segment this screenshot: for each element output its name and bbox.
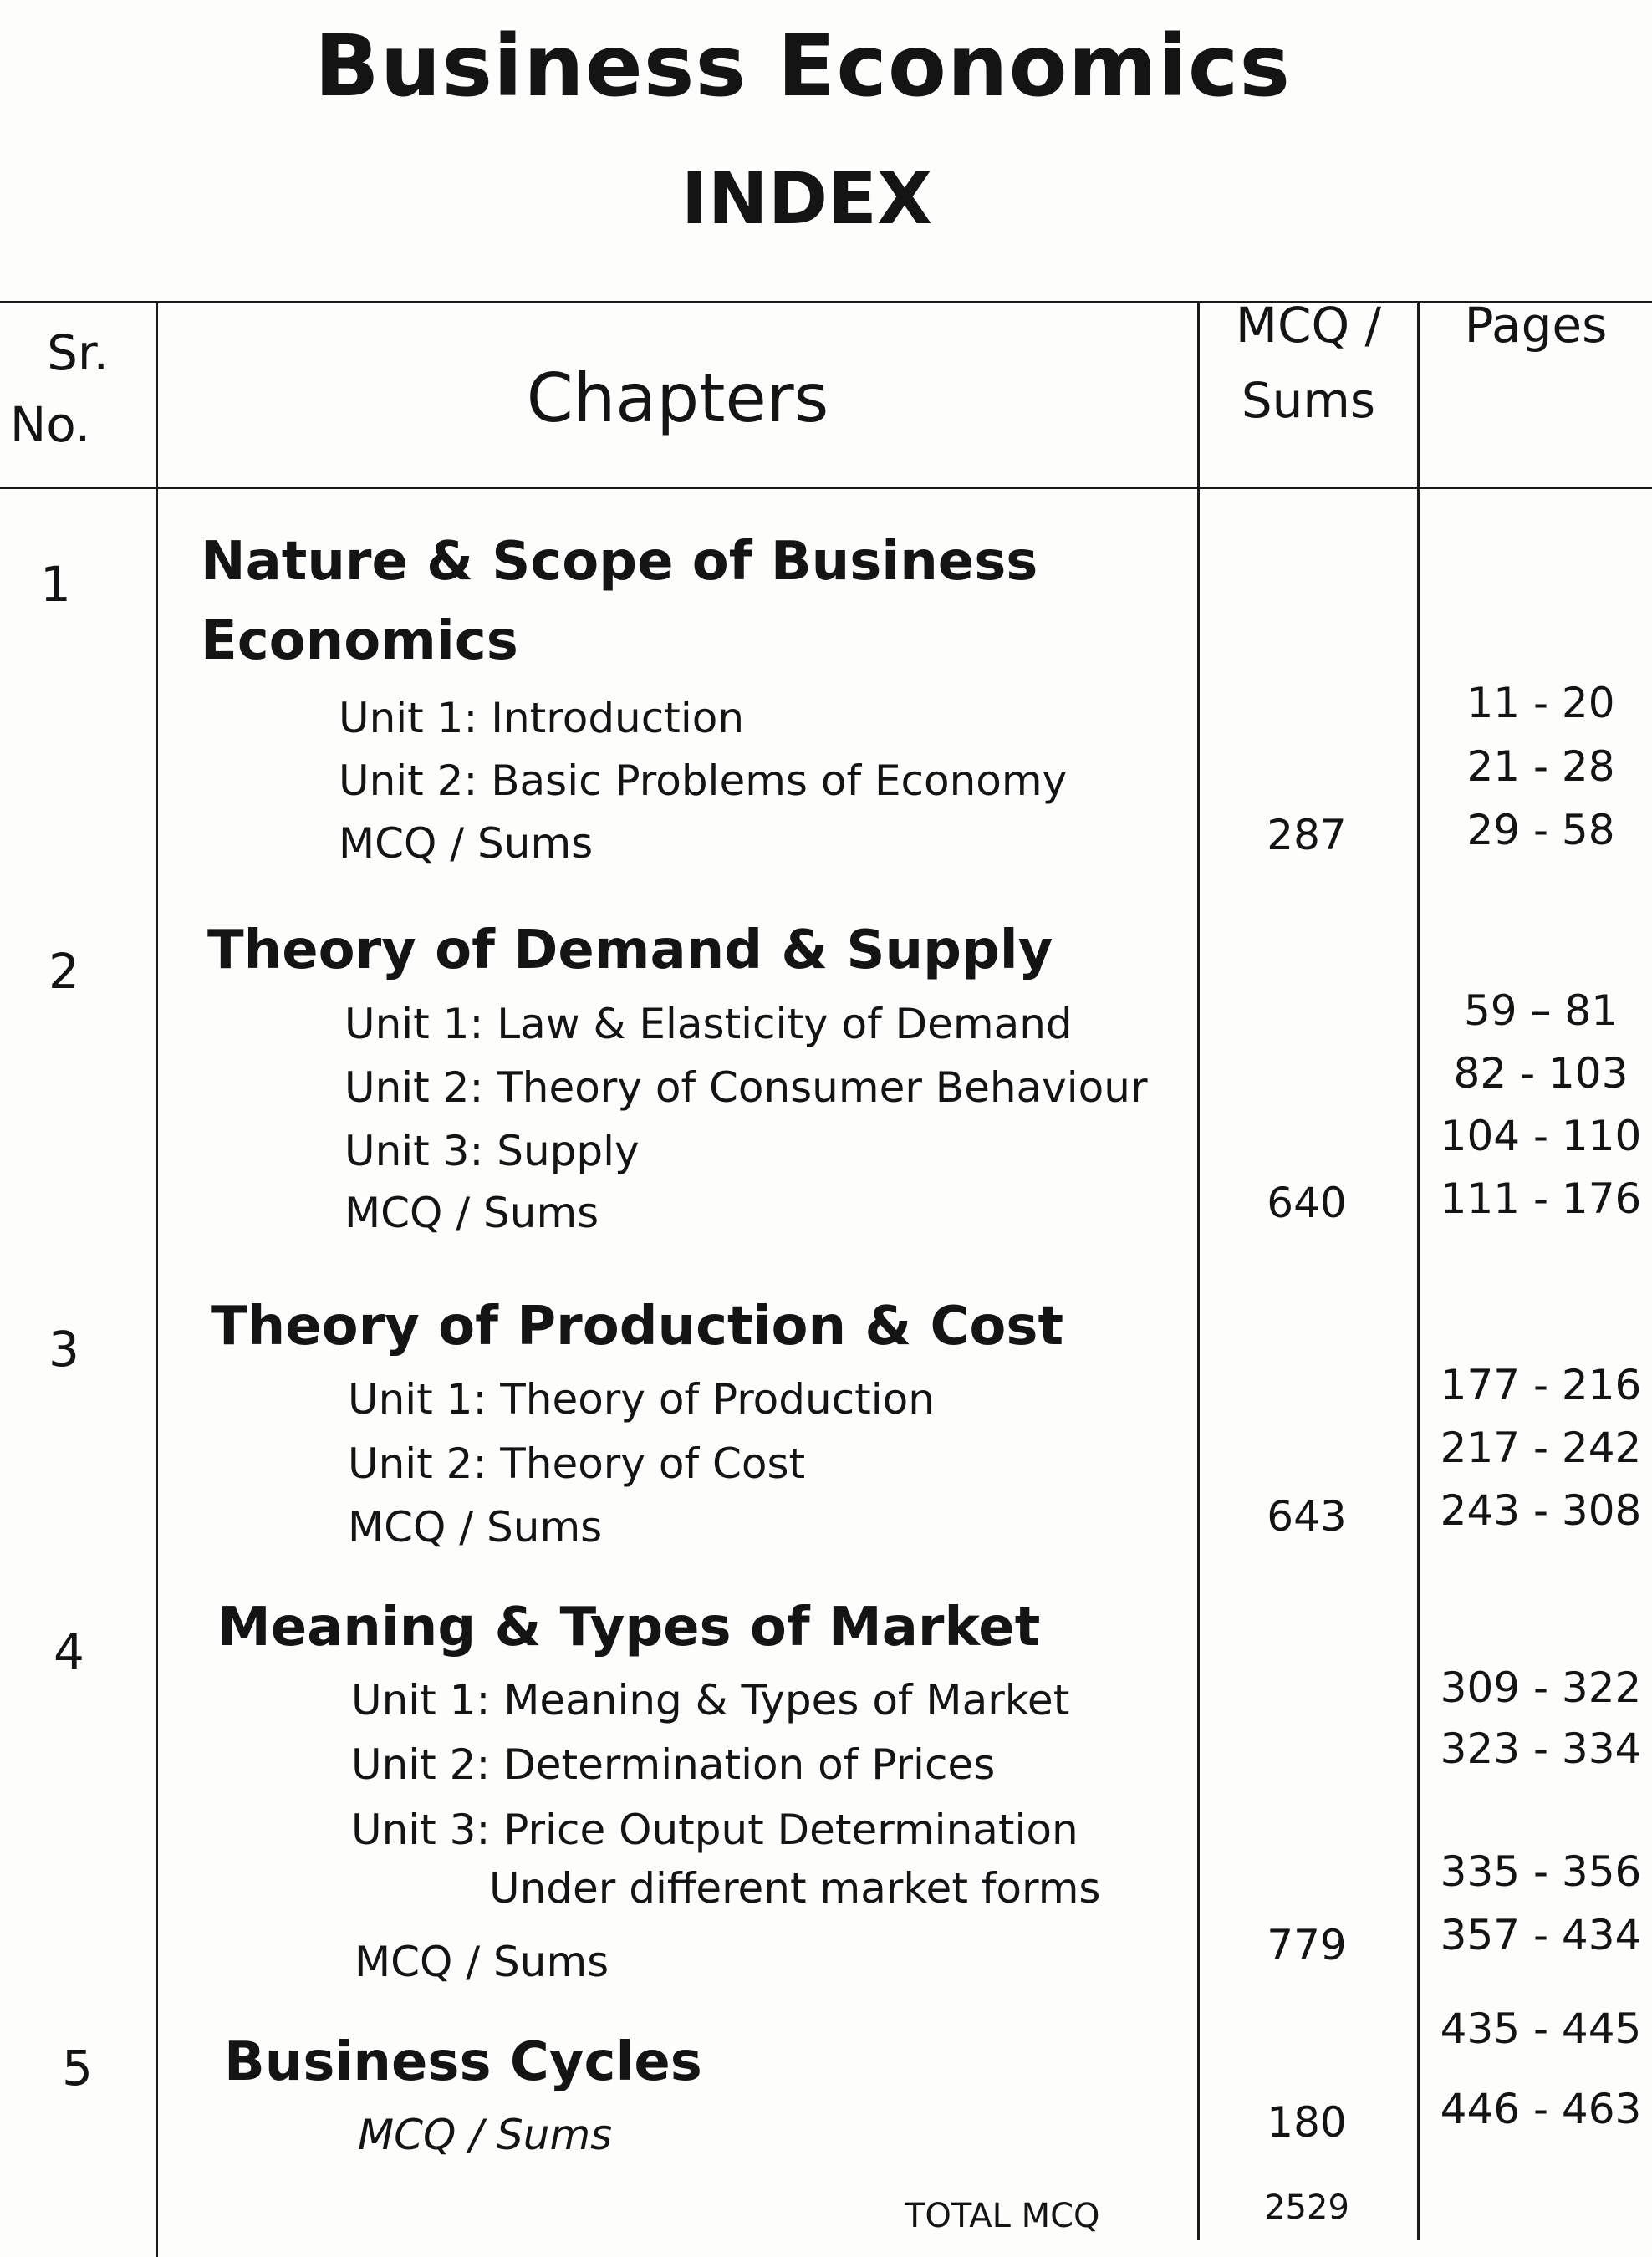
chapter-title: Business Cycles: [224, 2031, 702, 2093]
chapter-number: 1: [40, 556, 71, 613]
unit-label-continuation: Under different market forms: [489, 1864, 1101, 1913]
chapter-title: Theory of Demand & Supply: [207, 920, 1053, 981]
mcq-label: MCQ / Sums: [358, 2111, 613, 2159]
unit-pages: 323 - 334: [1440, 1725, 1642, 1773]
header-bottom-rule: [0, 487, 1652, 489]
mcq-label: MCQ / Sums: [348, 1503, 603, 1551]
unit-pages: 11 - 20: [1466, 679, 1615, 727]
unit-label: Unit 1: Law & Elasticity of Demand: [344, 1000, 1073, 1048]
column-divider-mcq: [1197, 301, 1200, 2240]
mcq-count: 640: [1267, 1179, 1347, 1227]
unit-pages: 82 - 103: [1453, 1049, 1629, 1098]
header-sr-line1: Sr.: [47, 324, 109, 381]
mcq-count: 287: [1267, 811, 1347, 859]
mcq-label: MCQ / Sums: [344, 1189, 599, 1237]
chapter-pages: 435 - 445: [1440, 2005, 1642, 2053]
header-pages: Pages: [1464, 297, 1608, 354]
unit-label: Unit 1: Meaning & Types of Market: [351, 1676, 1070, 1725]
unit-pages: 335 - 356: [1440, 1847, 1642, 1896]
document-subtitle: INDEX: [681, 157, 933, 241]
mcq-count: 779: [1267, 1921, 1347, 1969]
unit-label: Unit 3: Price Output Determination: [351, 1806, 1078, 1854]
column-divider-sr: [156, 301, 158, 2257]
unit-pages: 21 - 28: [1466, 742, 1615, 791]
mcq-count: 643: [1267, 1492, 1347, 1541]
unit-label: Unit 1: Introduction: [339, 694, 745, 742]
unit-pages: 59 – 81: [1463, 986, 1619, 1035]
chapter-title: Nature & Scope of Business: [201, 531, 1038, 593]
document-title: Business Economics: [314, 17, 1292, 116]
unit-label: Unit 1: Theory of Production: [348, 1375, 935, 1424]
chapter-title: Meaning & Types of Market: [217, 1597, 1041, 1658]
unit-pages: 446 - 463: [1440, 2085, 1642, 2133]
header-mcq-line2: Sums: [1241, 372, 1376, 429]
unit-label: Unit 2: Basic Problems of Economy: [339, 757, 1068, 805]
unit-pages: 29 - 58: [1466, 806, 1615, 854]
unit-pages: 243 - 308: [1440, 1486, 1642, 1535]
chapter-number: 3: [48, 1321, 79, 1378]
unit-label: Unit 2: Theory of Consumer Behaviour: [344, 1063, 1148, 1112]
header-chapters: Chapters: [526, 359, 829, 437]
mcq-label: MCQ / Sums: [354, 1938, 609, 1986]
total-mcq-label: TOTAL MCQ: [905, 2197, 1100, 2235]
unit-label: Unit 2: Theory of Cost: [348, 1439, 806, 1488]
chapter-number: 4: [54, 1623, 84, 1680]
unit-pages: 217 - 242: [1440, 1424, 1642, 1472]
mcq-label: MCQ / Sums: [339, 819, 594, 868]
unit-pages: 104 - 110: [1440, 1112, 1642, 1160]
chapter-number: 2: [48, 943, 79, 1000]
unit-pages: 177 - 216: [1440, 1361, 1642, 1409]
total-mcq-value: 2529: [1264, 2188, 1349, 2227]
unit-pages: 111 - 176: [1440, 1174, 1642, 1223]
header-mcq-line1: MCQ /: [1235, 297, 1382, 354]
mcq-count: 180: [1267, 2098, 1347, 2147]
chapter-number: 5: [62, 2040, 93, 2097]
unit-pages: 309 - 322: [1440, 1663, 1642, 1712]
unit-pages: 357 - 434: [1440, 1911, 1642, 1959]
chapter-title-line2: Economics: [201, 610, 518, 672]
unit-label: Unit 2: Determination of Prices: [351, 1740, 996, 1789]
chapter-title: Theory of Production & Cost: [211, 1296, 1064, 1358]
unit-label: Unit 3: Supply: [344, 1127, 640, 1175]
header-sr-line2: No.: [9, 396, 91, 453]
